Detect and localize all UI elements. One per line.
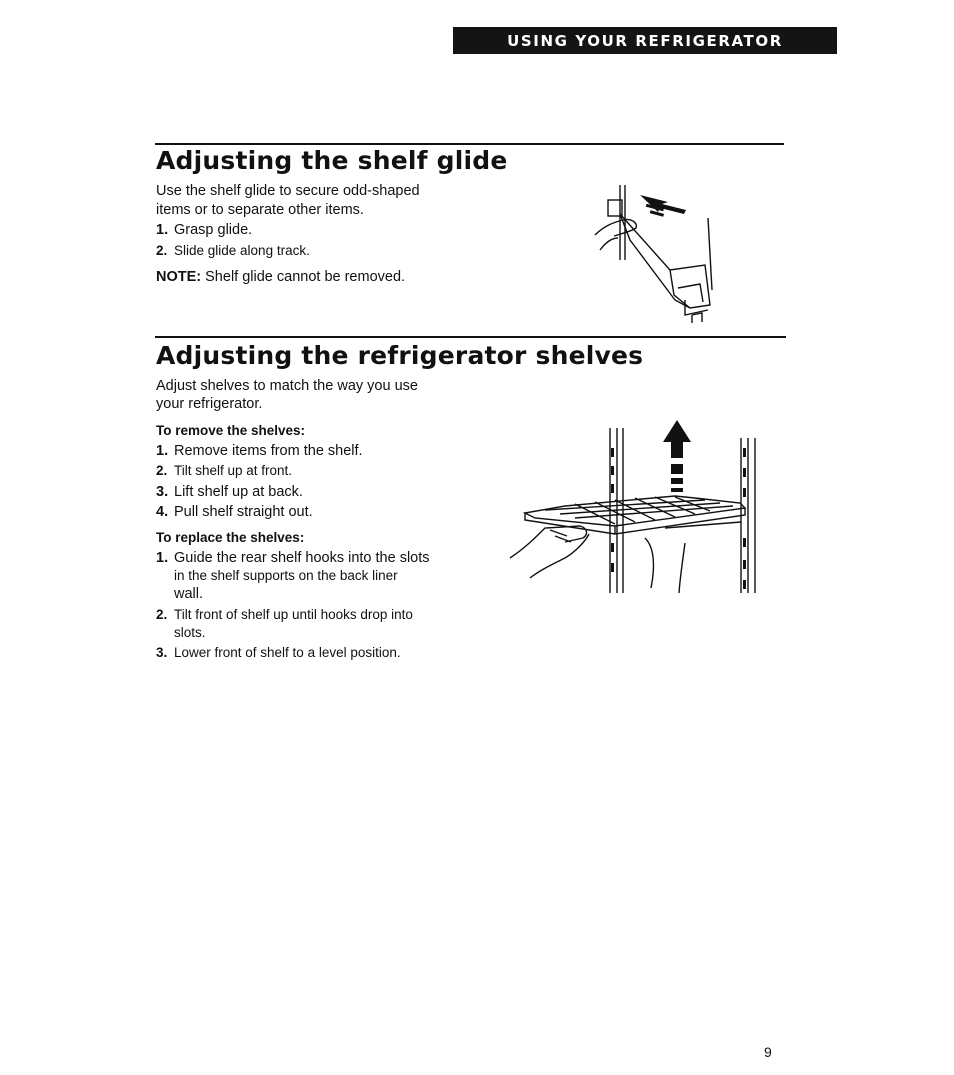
section-divider-1	[155, 143, 784, 145]
step-text: Lift shelf up at back.	[174, 484, 303, 500]
step-text: Slide glide along track.	[174, 243, 310, 258]
step-number: 1.	[156, 222, 169, 238]
step-text-line-1: Lower front of shelf to a level position.	[174, 645, 401, 660]
section-divider-2	[155, 336, 786, 338]
step-text: Tilt shelf up at front.	[174, 463, 293, 478]
note-text: Shelf glide cannot be removed.	[201, 269, 406, 285]
remove-step-4	[156, 503, 313, 521]
step-text-line-3: wall.	[174, 586, 204, 602]
step-number: 1.	[156, 550, 169, 566]
shelf-glide-step-2	[156, 242, 310, 260]
shelf-glide-title: Adjusting the shelf glide	[156, 146, 508, 175]
step-number: 3.	[156, 484, 169, 500]
shelf-glide-intro-line-2: items or to separate other items.	[156, 202, 364, 218]
shelf-removal-illustration	[505, 418, 765, 598]
step-text: Remove items from the shelf.	[174, 443, 363, 459]
step-text-line-1: Tilt front of shelf up until hooks drop into	[174, 607, 413, 622]
shelves-title: Adjusting the refrigerator shelves	[156, 341, 644, 370]
step-number: 3.	[156, 645, 168, 660]
step-text: Grasp glide.	[174, 222, 253, 238]
shelf-glide-intro-line-1: Use the shelf glide to secure odd-shaped	[156, 183, 420, 199]
step-number: 1.	[156, 443, 169, 459]
step-text-line-1: Guide the rear shelf hooks into the slots	[174, 550, 430, 566]
replace-step-2	[156, 606, 413, 642]
remove-step-3	[156, 483, 303, 501]
remove-step-2	[156, 462, 292, 480]
section-header-bar	[453, 27, 837, 54]
shelf-glide-note	[156, 268, 405, 286]
replace-step-1	[156, 549, 430, 603]
shelves-intro-line-2: your refrigerator.	[156, 396, 263, 412]
step-number: 2.	[156, 243, 168, 258]
replace-step-3	[156, 644, 401, 662]
step-number: 4.	[156, 504, 169, 520]
remove-shelves-heading: To remove the shelves:	[156, 423, 306, 438]
shelves-intro-line-1: Adjust shelves to match the way you use	[156, 378, 418, 394]
shelf-glide-step-1	[156, 221, 252, 239]
replace-shelves-heading: To replace the shelves:	[156, 530, 305, 545]
step-text-line-2: in the shelf supports on the back liner	[174, 568, 398, 583]
step-text-line-2: slots.	[174, 625, 206, 640]
step-text: Pull shelf straight out.	[174, 504, 313, 520]
step-number: 2.	[156, 607, 168, 622]
step-number: 2.	[156, 463, 168, 478]
section-header-label: USING YOUR REFRIGERATOR	[507, 31, 783, 50]
page-number: 9	[764, 1044, 772, 1060]
shelf-glide-illustration	[590, 180, 730, 330]
note-label: NOTE:	[156, 269, 202, 285]
remove-step-1	[156, 442, 363, 460]
